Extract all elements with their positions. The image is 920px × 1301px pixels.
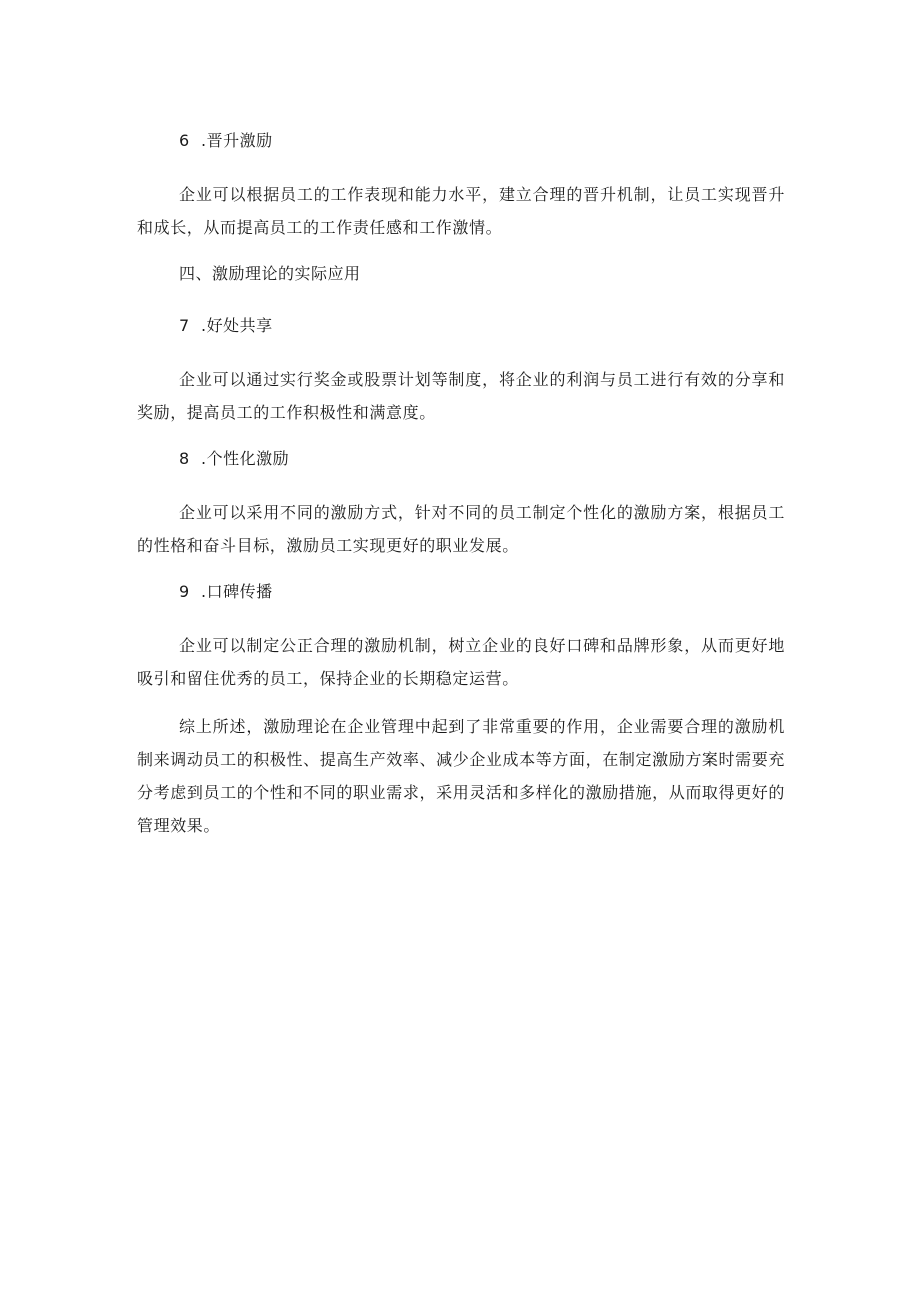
section-heading-word-of-mouth — [137, 577, 785, 607]
paragraph-word-of-mouth: 企业可以制定公正合理的激励机制，树立企业的良好口碑和品牌形象，从而更好地吸引和留住优秀的员工，保持企业的长期稳定运营。 — [137, 636, 785, 688]
heading-text: .口碑传播 — [201, 582, 273, 601]
paragraph-benefit-sharing: 企业可以通过实行奖金或股票计划等制度，将企业的利润与员工进行有效的分享和奖励，提高员工的工作积极性和满意度。 — [137, 370, 785, 422]
heading-number: 6 — [179, 131, 190, 150]
section-heading-promotion — [137, 126, 785, 156]
heading-text: 四、激励理论的实际应用 — [179, 264, 361, 283]
heading-number: 8 — [179, 449, 190, 468]
paragraph-promotion: 企业可以根据员工的工作表现和能力水平，建立合理的晋升机制，让员工实现晋升和成长，从而提高员工的工作责任感和工作激情。 — [137, 185, 785, 237]
paragraph-personalized: 企业可以采用不同的激励方式，针对不同的员工制定个性化的激励方案，根据员工的性格和奋斗目标，激励员工实现更好的职业发展。 — [137, 503, 785, 555]
heading-text: .晋升激励 — [201, 131, 273, 150]
heading-number: 7 — [179, 316, 190, 335]
paragraph-conclusion: 综上所述，激励理论在企业管理中起到了非常重要的作用，企业需要合理的激励机制来调动员工的积极性、提高生产效率、减少企业成本等方面，在制定激励方案时需要充分考虑到员工的个性和不同的职业需求，采用灵活和多样化的激励措施，从而取得更好的管理效果。 — [137, 717, 785, 835]
heading-number: 9 — [179, 582, 190, 601]
section-heading-benefit-sharing — [137, 311, 785, 341]
heading-text: .个性化激励 — [201, 449, 290, 468]
section-heading-personalized — [137, 444, 785, 474]
section-heading-application — [137, 259, 785, 289]
document-body — [137, 126, 785, 857]
heading-text: .好处共享 — [201, 316, 273, 335]
